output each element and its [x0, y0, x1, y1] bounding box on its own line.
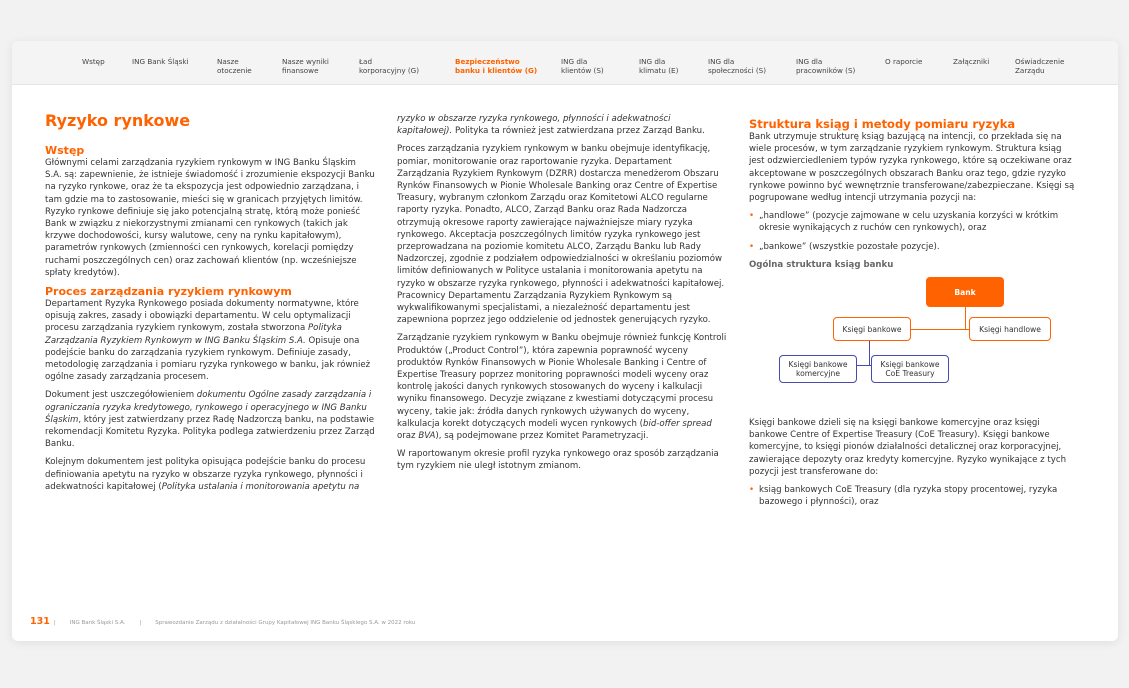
- nav-item-financial-results[interactable]: Nasze wyniki finansowe: [282, 57, 329, 75]
- coe-treasury-books-node: Księgi bankowe CoE Treasury: [871, 355, 949, 383]
- paragraph-product-control: Zarządzanie ryzykiem rynkowym w Banku obejmuje również funkcję Kontroli Produktów („Product Control”), która zapewnia poprawność wyceny produktów Rynków Finansowych w Pionie Wholesale Banking i Centre of Expertise Treasury poprzez monitoring poprawności modeli wyceny oraz kontrolę jakości danych rynkowych stosowanych do wyceny i kalkulacji wyniku finansowego. Decyzje związane z kwestiami dotyczącymi procesu wyceny, takie jak: źródła danych rynkowych używanych do wyceny, kalkulacja korekt dotyczących modeli wycen rynkowych (bid-offer spread oraz BVA), są podejmowane przez Komitet Parametryzacji.: [397, 333, 727, 442]
- nav-item-intro[interactable]: Wstęp: [82, 57, 105, 66]
- nav-item-society[interactable]: ING dla społeczności (S): [708, 57, 766, 75]
- list-item: • „bankowe” (wszystkie pozostałe pozycje).: [749, 241, 1079, 253]
- list-item: • ksiąg bankowych CoE Treasury (dla ryzyka stopy procentowej, ryzyka bazowego i płynności), oraz: [749, 484, 1079, 508]
- footer-separator: |: [139, 620, 142, 626]
- paragraph-process-1: Departament Ryzyka Rynkowego posiada dokumenty normatywne, które opisują zakres, zasady i obowiązki departamentu. W celu optymalizacji procesu zarządzania ryzykiem rynkowym, została stworzona Polityka Zarządzania Ryzykiem Rynkowym w ING Banku Śląskim S.A. Opisuje ona podejście banku do zarządzania ryzykiem rynkowym. Definiuje zasady, metodologię zarządzania i pomiaru ryzyka rynkowego w banku, jak również ogólne zasady zarządzania procesem.: [45, 299, 371, 383]
- book-types-list: [749, 210, 1079, 253]
- top-navigation: [12, 41, 1118, 85]
- connector-line: [869, 341, 870, 365]
- page-title: Ryzyko rynkowe: [45, 111, 191, 130]
- paragraph-banking-books: Księgi bankowe dzieli się na księgi bankowe komercyjne oraz księgi bankowe Centre of Expertise Treasury (CoE Treasury). Księgi bankowe komercyjne, to księgi pionów działalności detalicznej oraz korporacyjnej, zawierające depozyty oraz kredyty komercyjne. Ryzyko wynikające z tych pozycji jest transferowane do:: [749, 418, 1067, 477]
- nav-item-attachments[interactable]: Załączniki: [953, 57, 990, 66]
- footer-separator: |: [53, 620, 56, 626]
- nav-item-climate[interactable]: ING dla klimatu (E): [639, 57, 679, 75]
- connector-line: [965, 307, 966, 329]
- nav-item-statement[interactable]: Oświadczenie Zarządu: [1015, 57, 1065, 75]
- paragraph-process-2: Dokument jest uszczegółowieniem dokumentu Ogólne zasady zarządzania i ograniczania ryzyka kredytowego, rynkowego i operacyjnego w ING Banku Śląskim, który jest zatwierdzany przez Radę Nadzorczą banku, na podstawie rekomendacji Komitetu Ryzyka. Polityka podlega zatwierdzeniu przez Zarząd Banku.: [45, 390, 375, 450]
- transfer-list: [749, 484, 1079, 508]
- nav-item-governance[interactable]: Ład korporacyjny (G): [359, 57, 420, 75]
- paragraph-intro: Głównymi celami zarządzania ryzykiem rynkowym w ING Banku Śląskim S.A. są: zapewnienie, że istnieje świadomość i zrozumienie ekspozycji Banku na ryzyko rynkowe, oraz że ta ekspozycja jest odpowiednio zarządzana, i tam gdzie ma to zastosowanie, mieści się w granicach przyjętych limitów. Ryzyko rynkowe definiuje się jako potencjalną stratę, którą może ponieść Bank w związku z niekorzystnymi zmianami cen rynkowych (takich jak krzywe dochodowości, kursy walutowe, ceny na rynku kapitałowym), parametrów rynkowych (zmienności cen rynkowych, korelacji pomiędzy ruchami poszczególnych cen) oraz zachowań klientów (np. wcześniejsze spłaty kredytów).: [45, 158, 375, 278]
- nav-item-employees[interactable]: ING dla pracowników (S): [796, 57, 856, 75]
- column-left: [45, 112, 375, 499]
- section-heading-process: Proces zarządzania ryzykiem rynkowym: [45, 285, 292, 299]
- trading-books-node: Księgi handlowe: [969, 317, 1051, 341]
- paragraph-policy-cont: ryzyko w obszarze ryzyka rynkowego, płynności i adekwatności kapitałowej). Polityka ta również jest zatwierdzana przez Zarząd Banku.: [397, 114, 705, 137]
- column-right: [749, 115, 1079, 514]
- paragraph-structure: Bank utrzymuje strukturę ksiąg bazującą na intencji, co przekłada się na wiele procesów, w tym zarządzanie ryzykiem rynkowym. Struktura ksiąg jest odzwierciedleniem typów ryzyka rynkowego, które są oczekiwane oraz akceptowane w poszczególnych obszarach Banku oraz tego, gdzie ryzyko rynkowe powinno być wewnętrznie transferowane/zabezpieczane. Księgi są pogrupowane według intencji utrzymania pozycji na:: [749, 132, 1075, 204]
- footer-company: ING Bank Śląski S.A.: [69, 620, 126, 626]
- footer-report-title: Sprawozdanie Zarządu z działalności Grupy Kapitałowej ING Banku Śląskiego S.A. w 2022 roku: [155, 620, 416, 626]
- paragraph-period-summary: W raportowanym okresie profil ryzyka rynkowego oraz sposób zarządzania tym ryzykiem nie uległ istotnym zmianom.: [397, 449, 719, 472]
- paragraph-process-steps: Proces zarządzania ryzykiem rynkowym w banku obejmuje identyfikację, pomiar, monitorowanie oraz raportowanie ryzyka. Departament Zarządzania Ryzykiem Rynkowym (DZRR) dostarcza menedżerom Obszaru Rynków Finansowych w Pionie Wholesale Banking oraz Centre of Expertise Treasury, wybranym członkom Zarządu oraz Komitetowi ALCO regularne raporty ryzyka. Ponadto, ALCO, Zarząd Banku oraz Rada Nadzorcza otrzymują okresowe raporty zawierające najważniejsze miary ryzyka rynkowego. Akceptacja poszczególnych limitów ryzyka rynkowego jest przeprowadzana na poziomie komitetu ALCO, Zarządu Banku lub Rady Nadzorczej, zgodnie z podziałem odpowiedzialności w określaniu poziomów limitów definiowanych w Polityce ustalania i monitorowania apetytu na ryzyko w obszarze ryzyka rynkowego, płynności i adekwatności kapitałowej. Pracownicy Departamentu Zarządzania Ryzykiem Rynkowym są wykwalifikowanymi specjalistami, a niezależność departamentu jest zapewniona poprzez jego oddzielenie od jednostek generujących ryzyko.: [397, 144, 725, 326]
- book-structure-diagram: [749, 277, 1079, 417]
- page-number: 131: [30, 616, 50, 627]
- column-middle: [397, 113, 727, 479]
- nav-item-about-report[interactable]: O raporcie: [885, 57, 923, 66]
- report-page: [12, 41, 1118, 641]
- list-item: • „handlowe” (pozycje zajmowane w celu uzyskania korzyści w krótkim okresie wynikających z ruchów cen rynkowych), oraz: [749, 210, 1079, 234]
- bank-node: Bank: [926, 277, 1004, 307]
- section-heading-structure: Struktura ksiąg i metody pomiaru ryzyka: [749, 117, 1016, 131]
- nav-item-environment[interactable]: Nasze otoczenie: [217, 57, 252, 75]
- nav-item-bank[interactable]: ING Bank Śląski: [132, 57, 189, 66]
- section-heading-intro: Wstęp: [45, 144, 85, 157]
- nav-item-clients[interactable]: ING dla klientów (S): [561, 57, 604, 75]
- diagram-title: Ogólna struktura ksiąg banku: [749, 259, 894, 270]
- nav-item-safety[interactable]: Bezpieczeństwo banku i klientów (G): [455, 57, 538, 75]
- page-footer: [30, 616, 429, 627]
- commercial-books-node: Księgi bankowe komercyjne: [779, 355, 857, 383]
- banking-books-node: Księgi bankowe: [833, 317, 911, 341]
- paragraph-process-3: Kolejnym dokumentem jest polityka opisująca podejście banku do procesu definiowania apetytu na ryzyko w obszarze ryzyka rynkowego, płynności i adekwatności kapitałowej (Polityka ustalania i monitorowania apetytu na: [45, 457, 366, 492]
